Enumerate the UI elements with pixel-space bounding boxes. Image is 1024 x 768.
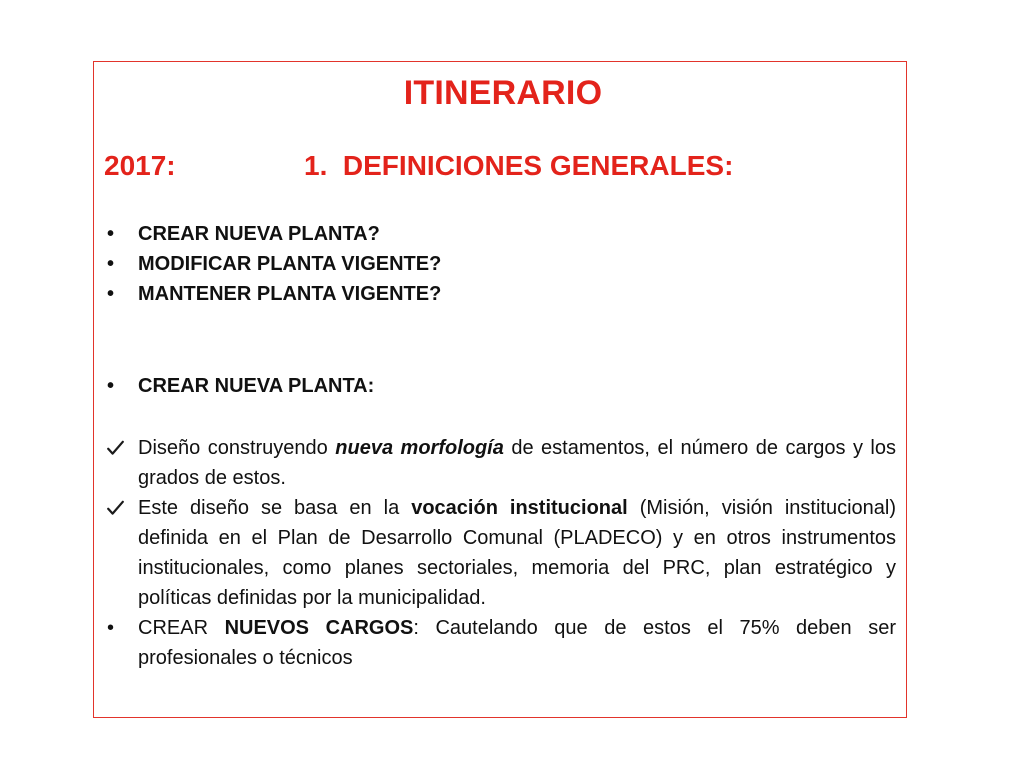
list-item [104,613,896,673]
list-item [104,219,896,249]
year-label: 2017: [104,150,176,181]
detail-text-end: de estamentos, el número de cargos y los grados de estos. [138,437,896,489]
slide-subtitle [104,150,733,182]
list-item [104,433,896,493]
section-heading-list [104,371,896,401]
bullet-icon: • [107,617,115,639]
detail-emphasis: NUEVOS CARGOS [224,617,414,639]
list-item [104,371,896,401]
detail-text-start: Diseño construyendo [138,437,336,459]
slide-title: ITINERARIO [403,74,603,112]
slide-frame [93,61,907,718]
detail-emphasis: vocación institucional [411,497,628,519]
list-item [104,249,896,279]
bullet-icon: • [107,375,115,397]
detail-text-start: Este diseño se basa en la [138,497,412,519]
detail-text-end: (Misión, visión institucional) definida en el Plan de Desarrollo Comunal (PLADECO) y en otros instrumentos institucionales, como planes sectoriales, memoria del PRC, plan estratégico y políticas definidas por la municipalidad. [138,497,896,609]
section-heading: CREAR NUEVA PLANTA: [138,375,375,397]
checkmark-icon [107,433,127,456]
list-item [104,279,896,309]
detail-list [104,433,896,673]
question-text: MANTENER PLANTA VIGENTE? [138,283,442,305]
detail-text-start: CREAR [138,617,225,639]
detail-text-end: : Cautelando que de estos el 75% deben ser profesionales o técnicos [138,617,896,669]
list-item [104,493,896,613]
question-list [104,219,896,309]
question-text: MODIFICAR PLANTA VIGENTE? [138,253,442,275]
question-text: CREAR NUEVA PLANTA? [138,223,380,245]
detail-emphasis: nueva morfología [335,437,504,459]
checkmark-icon [107,493,127,516]
section-title: 1. DEFINICIONES GENERALES: [304,150,734,181]
bullet-icon: • [107,283,115,305]
bullet-icon: • [107,253,115,275]
bullet-icon: • [107,223,115,245]
